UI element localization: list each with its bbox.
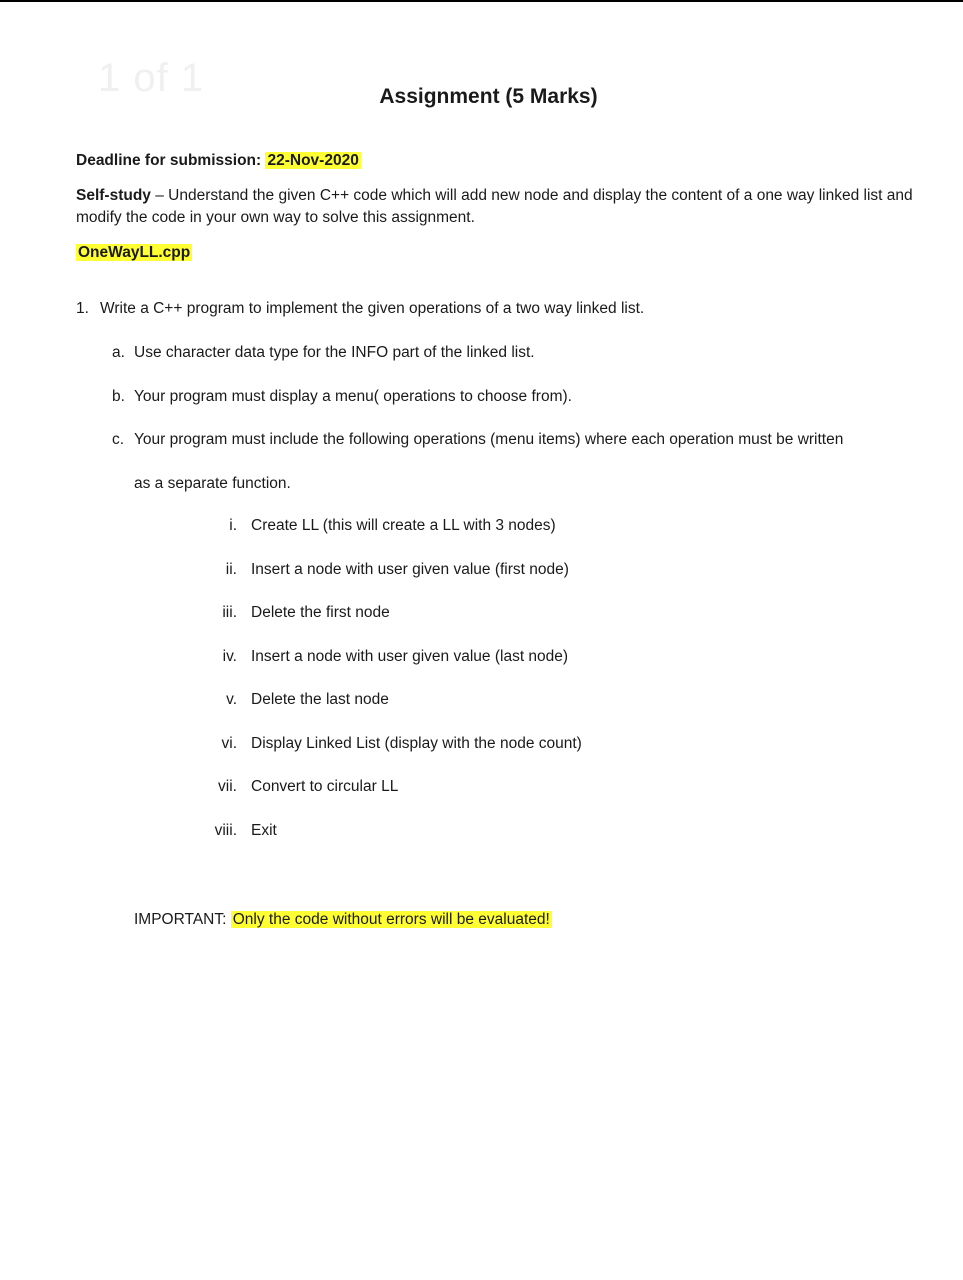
operation-item <box>0 691 963 713</box>
operation-marker: vi. <box>221 735 237 752</box>
sub-item-text: Your program must include the following operations (menu items) where each operation must be written <box>134 431 844 448</box>
sub-item-marker: c. <box>112 431 125 448</box>
question-text: Write a C++ program to implement the given operations of a two way linked list. <box>100 300 645 317</box>
operation-marker: iii. <box>222 604 237 621</box>
question-number: 1. <box>76 300 89 317</box>
file-name-line <box>76 242 192 263</box>
operation-item <box>0 735 963 757</box>
sub-item-marker: a. <box>112 344 125 361</box>
page-indicator-watermark: 1 of 1 <box>98 56 205 100</box>
operation-item <box>0 604 963 626</box>
operation-text: Insert a node with user given value (last node) <box>251 648 569 665</box>
operation-marker: vii. <box>218 778 237 795</box>
operation-text: Display Linked List (display with the node count) <box>251 735 582 752</box>
question-1 <box>76 298 644 319</box>
operation-text: Exit <box>251 822 277 839</box>
sub-item-marker: b. <box>112 388 125 405</box>
operation-text: Delete the last node <box>251 691 389 708</box>
operation-item <box>0 561 963 583</box>
sub-item-text: Your program must display a menu( operations to choose from). <box>134 388 572 405</box>
important-text: Only the code without errors will be evaluated! <box>232 911 550 928</box>
important-label: IMPORTANT: <box>134 911 227 928</box>
operation-text: Convert to circular LL <box>251 778 399 795</box>
deadline-date: 22-Nov-2020 <box>267 152 359 169</box>
operation-marker: iv. <box>222 648 237 665</box>
operation-item <box>0 778 963 800</box>
operation-item <box>0 517 963 539</box>
self-study-text: Understand the given C++ code which will add new node and display the content of a one way linked list and modify the code in your own way to solve this assignment. <box>76 187 913 226</box>
self-study-label: Self-study <box>76 187 151 204</box>
self-study-dash: – <box>150 187 169 204</box>
deadline-line <box>76 150 361 171</box>
sub-item-a <box>112 342 535 363</box>
self-study-paragraph <box>76 185 916 229</box>
operation-marker: viii. <box>214 822 237 839</box>
deadline-label: Deadline for submission: <box>76 152 262 169</box>
operation-marker: i. <box>229 517 237 534</box>
operation-marker: v. <box>226 691 237 708</box>
page-title: Assignment (5 Marks) <box>379 85 598 108</box>
sub-item-b <box>112 386 572 407</box>
sub-item-c-continuation: as a separate function. <box>134 475 291 492</box>
operation-text: Insert a node with user given value (first node) <box>251 561 569 578</box>
operation-item <box>0 648 963 670</box>
important-note <box>134 909 552 930</box>
operation-text: Delete the first node <box>251 604 390 621</box>
operation-text: Create LL (this will create a LL with 3 nodes) <box>251 517 556 534</box>
operation-item <box>0 822 963 844</box>
operation-marker: ii. <box>225 561 237 578</box>
top-border-rule <box>0 0 963 2</box>
file-name: OneWayLL.cpp <box>78 244 191 261</box>
sub-item-c <box>112 429 843 450</box>
sub-item-text: Use character data type for the INFO part of the linked list. <box>134 344 535 361</box>
